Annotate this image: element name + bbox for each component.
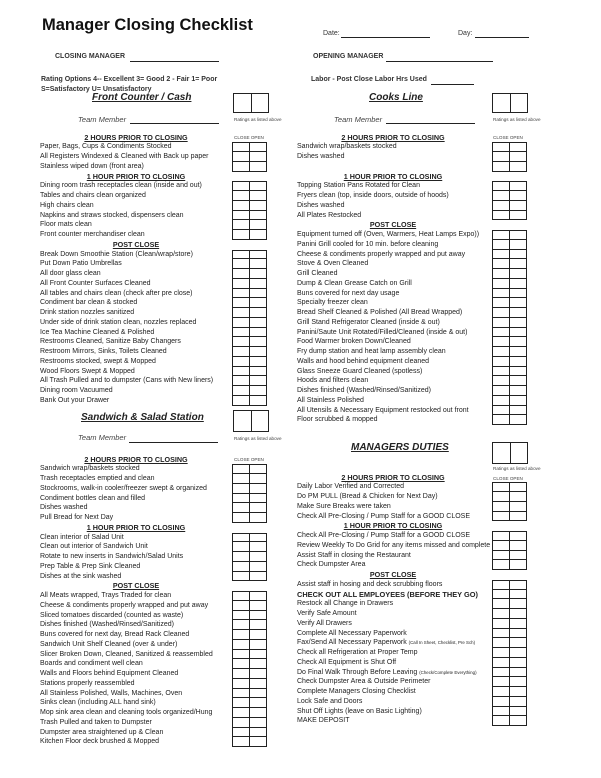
- team-member-field[interactable]: [130, 123, 219, 124]
- checklist-item: Topping Station Pans Rotated for Clean: [297, 182, 420, 190]
- open-rating-cell[interactable]: [509, 511, 527, 522]
- checklist-item: Condiment bar clean & stocked: [40, 299, 138, 307]
- close-open-label: CLOSE OPEN: [493, 476, 523, 481]
- checklist-item: Dump & Clean Grease Catch on Grill: [297, 279, 412, 287]
- checklist-item: Lock Safe and Doors: [297, 697, 363, 705]
- checklist-item: Equipment turned off (Oven, Warmers, Heat Lamps Expo)): [297, 231, 480, 238]
- checklist-item: Restrooms stocked, swept & Mopped: [40, 357, 156, 365]
- checklist-item: Restock all Change in Drawers: [297, 600, 394, 608]
- checklist-item: Stockrooms, walk-in cooler/freezer swept & organized: [40, 484, 207, 492]
- checklist-item: Assist staff in hosing and deck scrubbing floors: [297, 580, 443, 588]
- checklist-item: Put Down Patio Umbrellas: [40, 260, 122, 268]
- open-rating-cell[interactable]: [249, 395, 267, 406]
- group-heading: 2 HOURS PRIOR TO CLOSING: [341, 132, 445, 142]
- checklist-item: All Utensils & Necessary Equipment restocked out front: [297, 406, 469, 414]
- close-rating-cell[interactable]: [492, 715, 510, 726]
- close-rating-cell[interactable]: [232, 512, 250, 523]
- checklist-item: All Plates Restocked: [297, 211, 362, 219]
- checklist-item: Sliced tomatoes discarded (counted as waste): [40, 611, 184, 619]
- group-heading: 2 HOURS PRIOR TO CLOSING: [341, 472, 445, 482]
- checklist-item: MAKE DEPOSIT: [297, 717, 350, 725]
- open-rating-cell[interactable]: [509, 414, 527, 425]
- checklist-item: Under side of drink station clean, nozzles replaced: [40, 318, 197, 326]
- checklist-item: Prep Table & Prep Sink Cleaned: [40, 562, 141, 570]
- group-heading: POST CLOSE: [112, 581, 160, 591]
- group-heading: POST CLOSE: [369, 570, 417, 579]
- checklist-item: Make Sure Breaks were taken: [297, 502, 391, 510]
- rating-options: Rating Options 4-- Excellent 3= Good 2 - Fair 1= Poor: [41, 76, 218, 83]
- checklist-item: Condiment bottles clean and filled: [40, 494, 146, 502]
- close-rating-cell[interactable]: [232, 395, 250, 406]
- ratings-note: Ratings as listed above: [493, 117, 541, 122]
- checklist-item: Dishes washed: [40, 504, 88, 512]
- group-heading: 1 HOUR PRIOR TO CLOSING: [343, 521, 443, 531]
- checklist-item: Sandwich wrap/baskets stocked: [40, 465, 140, 473]
- checklist-item: Front counter merchandiser clean: [40, 231, 145, 238]
- close-rating-cell[interactable]: [232, 736, 250, 747]
- checklist-item: [297, 638, 475, 648]
- closing-manager-field[interactable]: [130, 61, 219, 62]
- checklist-item: Grill Stand Refrigerator Cleaned (inside & out): [297, 318, 440, 326]
- checklist-item: Cheese & condiments properly wrapped and put away: [297, 250, 466, 258]
- checklist-item: Napkins and straws stocked, dispensers clean: [40, 211, 184, 219]
- section-rating-box[interactable]: [233, 410, 269, 432]
- section-title-front-counter: Front Counter / Cash: [92, 92, 192, 103]
- checklist-item: Stove & Oven Cleaned: [297, 260, 369, 268]
- checklist-item: Check All Pre-Closing / Pump Staff for a GOOD CLOSE: [297, 532, 470, 539]
- item-note: (Call In Sheet, Checklist, Pre Sch): [408, 640, 476, 646]
- labor-label: Labor - Post Close Labor Hrs Used: [311, 76, 427, 83]
- checklist-item: Daily Labor Verified and Corrected: [297, 483, 405, 491]
- checklist-item: Drink station nozzles sanitized: [40, 309, 135, 316]
- opening-manager-field[interactable]: [386, 61, 493, 62]
- close-rating-cell[interactable]: [492, 511, 510, 522]
- close-rating-cell[interactable]: [492, 414, 510, 425]
- checklist-item: Trash receptacles emptied and clean: [40, 475, 155, 482]
- team-member-field[interactable]: [386, 123, 475, 124]
- labor-hours-field[interactable]: [431, 84, 474, 85]
- open-rating-cell[interactable]: [509, 715, 527, 726]
- checklist-item: High chairs clean: [40, 201, 94, 209]
- item-text: Fax/Send All Necessary Paperwork: [297, 639, 409, 647]
- checklist-item: Mop sink area clean and cleaning tools organized/Hung: [40, 709, 213, 716]
- checklist-item: Dishes at the sink washed: [40, 572, 122, 580]
- ratings-note: Ratings as listed above: [234, 117, 282, 122]
- group-heading: 1 HOUR PRIOR TO CLOSING: [343, 171, 443, 181]
- checklist-item: All door glass clean: [40, 270, 101, 277]
- checklist-item: Stainless wiped down (front area): [40, 162, 144, 170]
- checklist-item: Specialty freezer clean: [297, 299, 368, 307]
- checklist-item: Dumpster area straightened up & Clean: [40, 728, 164, 736]
- checklist-item: Floor mats clean: [40, 221, 92, 229]
- close-rating-cell[interactable]: [232, 229, 250, 240]
- open-rating-cell[interactable]: [249, 512, 267, 523]
- checklist-item: Review Weekly To Do Grid for any items missed and complete: [297, 541, 491, 549]
- team-member-label: Team Member: [78, 115, 127, 124]
- checklist-item: Stations properly reassembled: [40, 679, 135, 687]
- checklist-item: [297, 668, 477, 678]
- checklist-item: Bread Shelf Cleaned & Polished (All Bread Wrapped): [297, 309, 463, 316]
- checklist-item: Grill Cleaned: [297, 270, 338, 277]
- checklist-item: Break Down Smoothie Station (Clean/wrap/store): [40, 250, 193, 258]
- close-rating-cell[interactable]: [492, 559, 510, 570]
- checklist-item: Walls and hood behind equipment cleaned: [297, 357, 430, 365]
- group-heading: POST CLOSE: [369, 220, 417, 230]
- ratings-note: Ratings as listed above: [493, 466, 541, 471]
- checklist-item: Verify Safe Amount: [297, 610, 357, 617]
- item-text: Do Final Walk Through Before Leaving: [297, 668, 420, 676]
- checklist-item: Assist Staff in closing the Restaurant: [297, 551, 411, 559]
- checklist-item: Hoods and filters clean: [297, 377, 369, 385]
- checklist-item: Do PM PULL (Bread & Chicken for Next Day): [297, 493, 438, 500]
- item-note: (Check/Complete Everything): [419, 669, 477, 675]
- checklist-item: Glass Sneeze Guard Cleaned (spotless): [297, 367, 423, 375]
- checklist-item: Sandwich Unit Shelf Cleaned (over & under): [40, 640, 178, 648]
- checklist-item: Buns covered for next day usage: [297, 289, 400, 297]
- checklist-item: Complete Managers Closing Checklist: [297, 688, 416, 695]
- checklist-item: Complete All Necessary Paperwork: [297, 629, 407, 637]
- checklist-item: Clean interior of Salad Unit: [40, 533, 124, 541]
- close-rating-cell[interactable]: [232, 571, 250, 582]
- close-open-label: CLOSE OPEN: [234, 457, 264, 462]
- checklist-item: Restroom Mirrors, Sinks, Toilets Cleaned: [40, 348, 167, 355]
- checklist-item: Check Dumpster Area & Outside Perimeter: [297, 678, 431, 686]
- checklist-item: All Front Counter Surfaces Cleaned: [40, 279, 151, 287]
- checklist-item: Dining room Vacuumed: [40, 387, 113, 394]
- checklist-item: Tables and chairs clean organized: [40, 192, 146, 199]
- open-rating-cell[interactable]: [509, 559, 527, 570]
- item-text: CHECK OUT ALL EMPLOYEES (BEFORE THEY GO): [297, 589, 478, 599]
- closing-manager-label: CLOSING MANAGER: [55, 53, 125, 60]
- checklist-item: Clean out interior of Sandwich Unit: [40, 543, 148, 551]
- checklist-item: Check All Pre-Closing / Pump Staff for a GOOD CLOSE: [297, 512, 470, 520]
- checklist-item: Trash Pulled and taken to Dumpster: [40, 718, 152, 726]
- checklist-item: Fry dump station and heat lamp assembly clean: [297, 348, 446, 355]
- close-rating-cell[interactable]: [492, 161, 510, 172]
- checklist-item: Verify All Drawers: [297, 619, 352, 627]
- checklist-item: Wood Floors Swept & Mopped: [40, 367, 135, 375]
- rating-legend: S=Satisfactory U= Unsatisfactory: [41, 86, 152, 93]
- checklist-item: Cheese & condiments properly wrapped and put away: [40, 601, 209, 609]
- group-heading: POST CLOSE: [112, 239, 160, 249]
- checklist-item: Ice Tea Machine Cleaned & Polished: [40, 328, 155, 336]
- section-title-managers-duties: MANAGERS DUTIES: [351, 442, 449, 453]
- checklist-item: Rotate to new inserts in Sandwich/Salad Units: [40, 553, 184, 560]
- checklist-item: All Registers Windexed & Cleaned with Back up paper: [40, 153, 209, 160]
- checklist-item: Walls and Floors behind Equipment Cleaned: [40, 670, 179, 677]
- group-heading: 1 HOUR PRIOR TO CLOSING: [86, 171, 186, 181]
- checklist-item: Restrooms Cleaned, Sanitize Baby Changers: [40, 338, 181, 346]
- checklist-item: All Meats wrapped, Trays Traded for clean: [40, 592, 172, 599]
- group-heading: 2 HOURS PRIOR TO CLOSING: [84, 132, 188, 142]
- checklist-item: Dining room trash receptacles clean (inside and out): [40, 182, 202, 190]
- group-heading: 2 HOURS PRIOR TO CLOSING: [84, 454, 188, 464]
- checklist-item: Food Warmer broken Down/Cleaned: [297, 338, 411, 346]
- checklist-item: Dishes finished (Washed/Rinsed/Sanitized): [297, 387, 431, 394]
- checklist-item: Shut Off Lights (leave on Basic Lighting): [297, 707, 422, 715]
- open-rating-cell[interactable]: [249, 161, 267, 172]
- checklist-item: Slicer Broken Down, Cleaned, Sanitized & reassembled: [40, 650, 213, 658]
- checklist-item: Buns covered for next day, Bread Rack Cleaned: [40, 631, 190, 638]
- open-rating-cell[interactable]: [509, 210, 527, 221]
- day-label: Day:: [458, 30, 473, 37]
- close-rating-cell[interactable]: [232, 161, 250, 172]
- section-rating-box[interactable]: [492, 93, 528, 113]
- checklist-item: Check Dumpster Area: [297, 561, 366, 569]
- open-rating-cell[interactable]: [249, 571, 267, 582]
- checklist-item: Floor scrubbed & mopped: [297, 416, 378, 424]
- page-title: Manager Closing Checklist: [42, 16, 253, 34]
- checklist-item: Sandwich wrap/baskets stocked: [297, 143, 397, 151]
- checklist-item: Check All Equipment is Shut Off: [297, 658, 397, 666]
- section-title-cooks-line: Cooks Line: [369, 92, 423, 103]
- team-member-label: Team Member: [78, 433, 127, 442]
- opening-manager-label: OPENING MANAGER: [313, 53, 384, 60]
- checklist-item: Panini/Saute Unit Rotated/Filled/Cleaned (inside & out): [297, 328, 468, 336]
- checklist-item: Paper, Bags, Cups & Condiments Stocked: [40, 143, 172, 151]
- day-field[interactable]: [475, 37, 529, 38]
- checklist-item: Pull Bread for Next Day: [40, 514, 114, 521]
- checklist-item: All Stainless Polished: [297, 396, 364, 404]
- date-label: Date:: [323, 30, 340, 37]
- checklist-item: Fryers clean (top, inside doors, outside of hoods): [297, 192, 449, 199]
- open-rating-cell[interactable]: [249, 229, 267, 240]
- checklist-item: Dishes finished (Washed/Rinsed/Sanitized): [40, 621, 174, 629]
- team-member-label: Team Member: [334, 115, 383, 124]
- checklist-item: Bank Out your Drawer: [40, 396, 110, 404]
- ratings-note: Ratings as listed above: [234, 436, 282, 441]
- section-rating-box[interactable]: [233, 93, 269, 113]
- close-open-label: CLOSE OPEN: [234, 135, 264, 140]
- checklist-item: Dishes washed: [297, 201, 345, 209]
- checklist-item: Dishes washed: [297, 153, 345, 160]
- checklist-item: Sinks clean (including ALL hand sink): [40, 699, 156, 707]
- checklist-item: [297, 590, 478, 600]
- checklist-item: Panini Grill cooled for 10 min. before cleaning: [297, 240, 439, 248]
- close-open-label: CLOSE OPEN: [493, 135, 523, 140]
- open-rating-cell[interactable]: [509, 161, 527, 172]
- checklist-item: All Stainless Polished, Walls, Machines, Oven: [40, 689, 183, 697]
- checklist-item: All tables and chairs clean (check after pre close): [40, 289, 193, 297]
- open-rating-cell[interactable]: [249, 736, 267, 747]
- section-title-sandwich-salad: Sandwich & Salad Station: [81, 412, 204, 423]
- checklist-item: Kitchen Floor deck brushed & Mopped: [40, 738, 160, 746]
- section-rating-box[interactable]: [492, 442, 528, 464]
- group-heading: 1 HOUR PRIOR TO CLOSING: [86, 522, 186, 532]
- close-rating-cell[interactable]: [492, 210, 510, 221]
- team-member-field[interactable]: [129, 442, 218, 443]
- checklist-item: All Trash Pulled and to dumpster (Cans with New liners): [40, 377, 214, 385]
- checklist-item: Boards and condiment well clean: [40, 660, 143, 668]
- checklist-item: Check all Refrigeration at Proper Temp: [297, 649, 418, 656]
- date-field[interactable]: [341, 37, 430, 38]
